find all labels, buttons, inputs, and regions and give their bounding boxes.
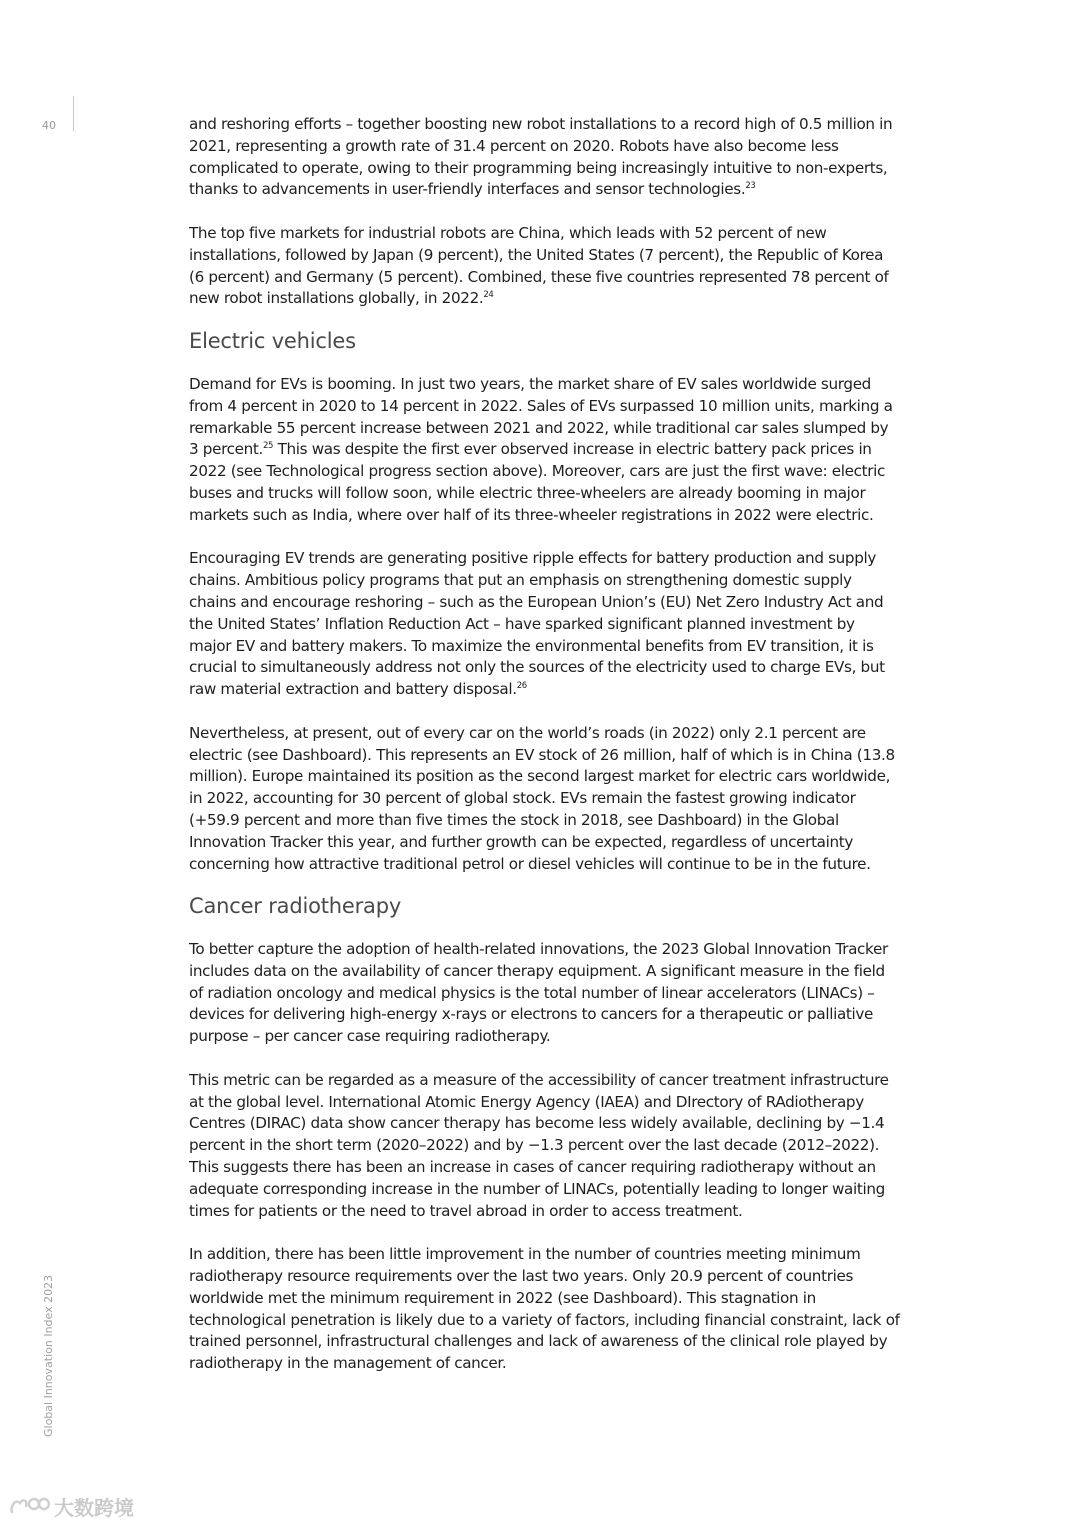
margin-rule xyxy=(73,96,74,131)
paragraph: This metric can be regarded as a measure of the accessibility of cancer treatment infrastructure at the global level. International Atomic Energy Agency (IAEA) and DIrectory of RAdiotherapy Centres (DIRAC) data show cancer therapy has become less widely available, declining by −1.4 percent in the short term (2020–2022) and by −1.3 percent over the last decade (2012–2022). This suggests there has been an increase in cases of cancer requiring radiotherapy without an adequate corresponding increase in the number of LINACs, potentially leading to longer waiting times for patients or the need to travel abroad in order to access treatment. xyxy=(189,1070,889,1220)
paragraph: Demand for EVs is booming. In just two years, the market share of EV sales worldwide surged from 4 percent in 2020 to 14 percent in 2022. Sales of EVs surpassed 10 million units, marking a remarkable 55 percent increase between 2021 and 2022, while traditional car sales slumped by 3 percent.$^{25}$ This was despite the first ever observed increase in electric battery pack prices in 2022 (see Technological progress section above). Moreover, cars are just the first wave: electric buses and trucks will follow soon, while electric three-wheelers are already booming in major markets such as India, where over half of its three-wheeler registrations in 2022 were electric. xyxy=(189,374,893,524)
section-heading-cancer-radiotherapy: Cancer radiotherapy xyxy=(189,894,402,919)
footnote-ref: 25 xyxy=(263,441,274,452)
footnote-ref: 23 xyxy=(745,181,756,192)
watermark-logo-icon xyxy=(8,1495,50,1519)
footnote-ref: 24 xyxy=(483,290,494,301)
paragraph: and reshoring efforts – together boosting new robot installations to a record high of 0.5 million in 2021, representing a growth rate of 31.4 percent on 2020. Robots have also become less complicated to operate, owing to their programming being increasingly intuitive to non-experts, thanks to advancements in user-friendly interfaces and sensor technologies.$^{23}$ xyxy=(189,115,893,199)
publication-side-label: Global Innovation Index 2023 xyxy=(42,1274,55,1437)
paragraph: In addition, there has been little improvement in the number of countries meeting minimum radiotherapy resource requirements over the last two years. Only 20.9 percent of countries worldwide met the minimum requirement in 2022 (see Dashboard). This stagnation in technological penetration is likely due to a variety of factors, including financial constraint, lack of trained personnel, infrastructural challenges and lack of awareness of the clinical role played by radiotherapy in the management of cancer. xyxy=(189,1245,900,1373)
watermark-text: 大数跨境 xyxy=(54,1496,134,1520)
paragraph: The top five markets for industrial robots are China, which leads with 52 percent of new installations, followed by Japan (9 percent), the United States (7 percent), the Republic of Korea (6 percent) and Germany (5 percent). Combined, these five countries represented 78 percent of new robot installations globally, in 2022.24 xyxy=(189,223,889,308)
watermark xyxy=(8,1492,134,1521)
section-heading-electric-vehicles: Electric vehicles xyxy=(189,328,356,353)
article-body xyxy=(189,114,901,1397)
page-number: 40 xyxy=(42,119,56,132)
paragraph: To better capture the adoption of health-related innovations, the 2023 Global Innovation Tracker includes data on the availability of cancer therapy equipment. A significant measure in the field of radiation oncology and medical physics is the total number of linear accelerators (LINACs) – devices for delivering high-energy x-rays or electrons to cancers for a therapeutic or palliative purpose – per cancer case requiring radiotherapy. xyxy=(189,940,888,1046)
paragraph: Encouraging EV trends are generating positive ripple effects for battery production and supply chains. Ambitious policy programs that put an emphasis on strengthening domestic supply chains and encourage reshoring – such as the European Union’s (EU) Net Zero Industry Act and the United States’ Inflation Reduction Act – have sparked significant planned investment by major EV and battery makers. To maximize the environmental benefits from EV transition, it is crucial to simultaneously address not only the sources of the electricity used to charge EVs, but raw material extraction and battery disposal.$^{26}$ xyxy=(189,549,885,699)
paragraph: Nevertheless, at present, out of every car on the world’s roads (in 2022) only 2.1 percent are electric (see Dashboard). This represents an EV stock of 26 million, half of which is in China (13.8 million). Europe maintained its position as the second largest market for electric cars worldwide, in 2022, accounting for 30 percent of global stock. EVs remain the fastest growing indicator (+59.9 percent and more than five times the stock in 2018, see Dashboard) in the Global Innovation Tracker this year, and further growth can be expected, regardless of uncertainty concerning how attractive traditional petrol or diesel vehicles will continue to be in the future. xyxy=(189,723,895,873)
footnote-ref: 26 xyxy=(516,681,527,692)
